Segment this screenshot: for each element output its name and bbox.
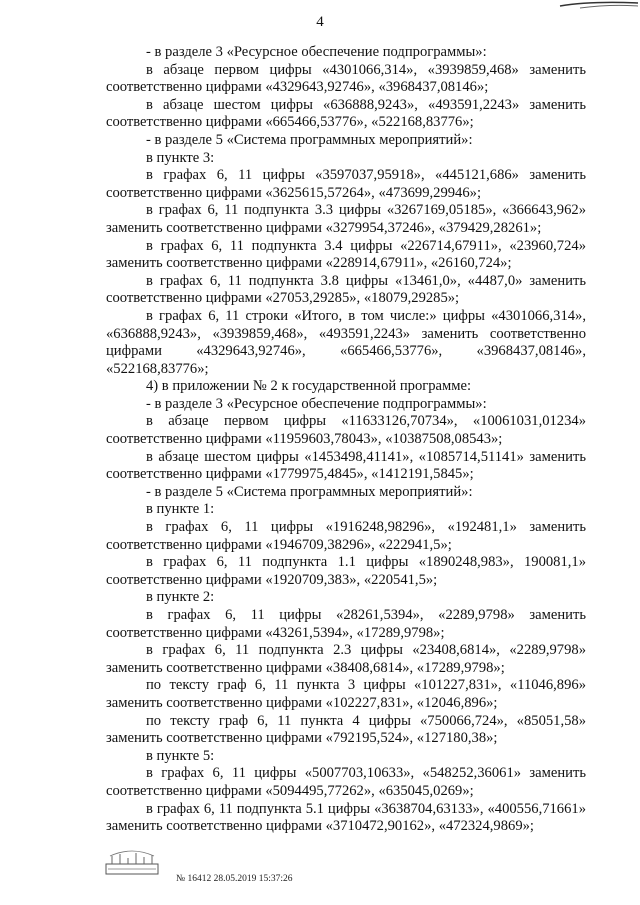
text-line: в графах 6, 11 подпункта 1.1 цифры «1890248,983», 190081,1» bbox=[146, 554, 586, 571]
text-line: соответственно цифрами «3625615,57264», «473699,29946»; bbox=[106, 184, 482, 201]
text-line: в графах 6, 11 цифры «5007703,10633», «548252,36061» заменить bbox=[146, 765, 586, 782]
registry-stamp-icon bbox=[104, 848, 160, 878]
text-line: в графах 6, 11 подпункта 3.4 цифры «226714,67911», «23960,724» bbox=[146, 237, 586, 254]
text-line: в графах 6, 11 подпункта 5.1 цифры «3638704,63133», «400556,71661» bbox=[146, 800, 586, 817]
text-line: соответственно цифрами «27053,29285», «18079,29285»; bbox=[106, 290, 460, 307]
text-line: в пункте 2: bbox=[146, 589, 215, 606]
text-line: соответственно цифрами «5094495,77262», «635045,0269»; bbox=[106, 782, 474, 799]
text-line: - в разделе 3 «Ресурсное обеспечение подпрограммы»: bbox=[146, 44, 487, 60]
text-line: в абзаце шестом цифры «636888,9243», «493591,2243» заменить bbox=[146, 96, 586, 113]
text-line: соответственно цифрами «43261,5394», «17289,9798»; bbox=[106, 624, 445, 641]
page-number: 4 bbox=[316, 14, 324, 30]
text-line: в графах 6, 11 цифры «1916248,98296», «192481,1» заменить bbox=[146, 519, 586, 536]
text-line: в графах 6, 11 строки «Итого, в том числе:» цифры «4301066,314», bbox=[146, 307, 586, 324]
text-line: соответственно цифрами «4329643,92746», «3968437,08146»; bbox=[106, 79, 489, 96]
text-line: в пункте 5: bbox=[146, 747, 215, 764]
text-line: - в разделе 3 «Ресурсное обеспечение подпрограммы»: bbox=[146, 395, 487, 412]
text-line: заменить соответственно цифрами «228914,67911», «26160,724»; bbox=[106, 255, 512, 272]
text-line: заменить соответственно цифрами «38408,6814», «17289,9798»; bbox=[106, 659, 505, 676]
text-line: в графах 6, 11 цифры «28261,5394», «2289,9798» заменить bbox=[146, 607, 586, 623]
text-line: «636888,9243», «3939859,468», «493591,2243» заменить соответственно bbox=[106, 325, 586, 342]
text-line: цифрами «4329643,92746», «665466,53776», «3968437,08146», bbox=[106, 343, 586, 360]
text-line: заменить соответственно цифрами «792195,524», «127180,38»; bbox=[106, 730, 498, 747]
text-line: в пункте 3: bbox=[146, 149, 215, 166]
page-footer bbox=[104, 848, 404, 888]
text-line: в абзаце первом цифры «4301066,314», «3939859,468» заменить bbox=[146, 61, 586, 78]
text-line: соответственно цифрами «1779975,4845», «1412191,5845»; bbox=[106, 466, 474, 483]
text-line: соответственно цифрами «665466,53776», «522168,83776»; bbox=[106, 114, 474, 131]
text-line: в графах 6, 11 подпункта 3.3 цифры «3267169,05185», «366643,962» bbox=[146, 202, 586, 219]
text-line: в абзаце первом цифры «11633126,70734», «10061031,01234» bbox=[146, 413, 586, 430]
text-line: - в разделе 5 «Система программных мероприятий»: bbox=[146, 131, 473, 148]
text-line: в пункте 1: bbox=[146, 501, 215, 518]
text-line: в графах 6, 11 цифры «3597037,95918», «445121,686» заменить bbox=[146, 167, 586, 184]
document-registry-number: № 16412 28.05.2019 15:37:26 bbox=[176, 874, 293, 884]
text-line: - в разделе 5 «Система программных мероприятий»: bbox=[146, 483, 473, 500]
document-body bbox=[106, 44, 586, 836]
text-line: в графах 6, 11 подпункта 3.8 цифры «13461,0», «4487,0» заменить bbox=[146, 272, 586, 289]
text-line: по тексту граф 6, 11 пункта 4 цифры «750066,724», «85051,58» bbox=[146, 712, 586, 729]
text-line: соответственно цифрами «11959603,78043», «10387508,08543»; bbox=[106, 431, 503, 448]
text-line: соответственно цифрами «1920709,383», «220541,5»; bbox=[106, 571, 438, 588]
text-line: заменить соответственно цифрами «3279954,37246», «379429,28261»; bbox=[106, 219, 542, 236]
text-line: «522168,83776»; bbox=[106, 360, 209, 377]
text-line: 4) в приложении № 2 к государственной программе: bbox=[146, 378, 472, 395]
text-line: заменить соответственно цифрами «3710472,90162», «472324,9869»; bbox=[106, 818, 534, 835]
text-line: в графах 6, 11 подпункта 2.3 цифры «23408,6814», «2289,9798» bbox=[146, 642, 586, 659]
text-line: в абзаце шестом цифры «1453498,41141», «1085714,51141» заменить bbox=[146, 448, 586, 465]
text-line: заменить соответственно цифрами «102227,831», «12046,896»; bbox=[106, 694, 498, 711]
text-line: по тексту граф 6, 11 пункта 3 цифры «101227,831», «11046,896» bbox=[146, 677, 586, 694]
text-line: соответственно цифрами «1946709,38296», «222941,5»; bbox=[106, 536, 452, 553]
scan-mark-icon bbox=[520, 0, 640, 14]
